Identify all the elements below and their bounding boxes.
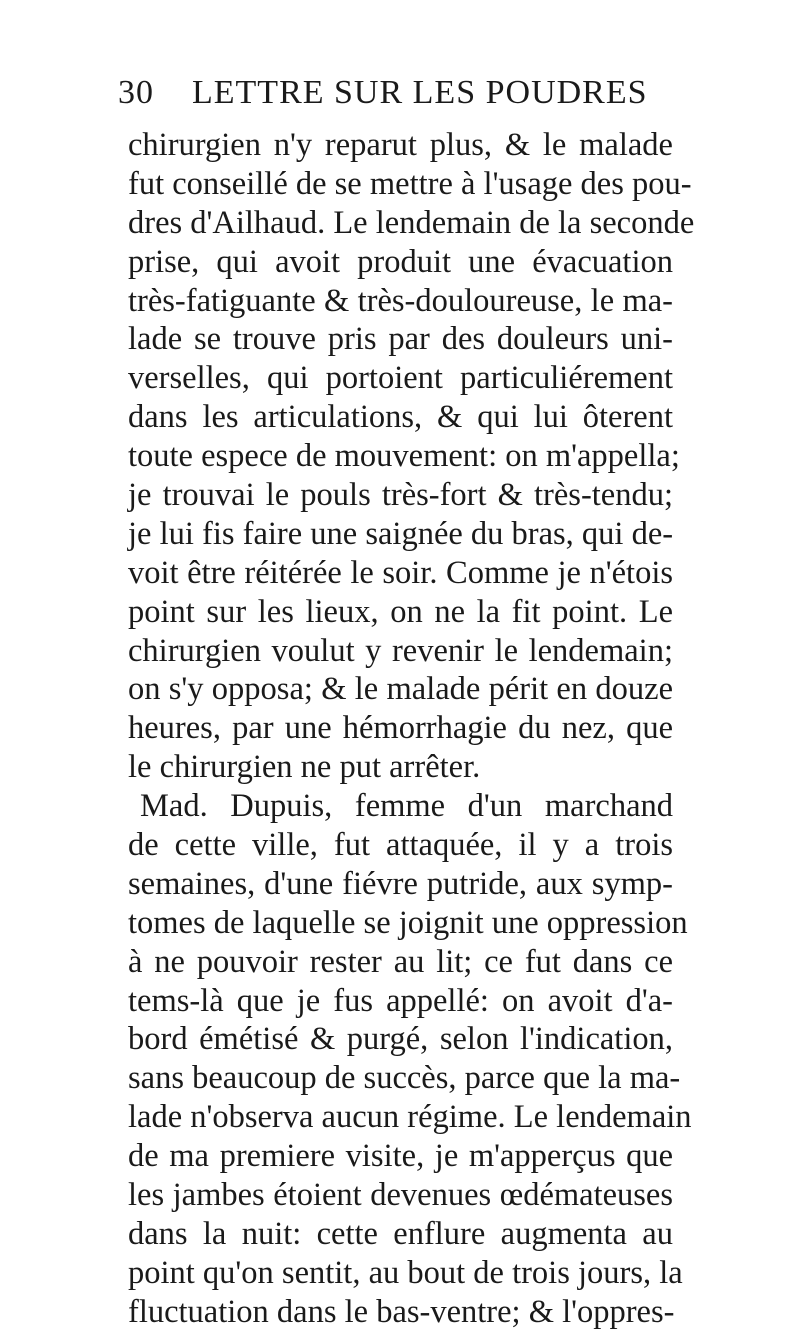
text-line: je lui fis faire une saignée du bras, qui de- — [128, 515, 674, 552]
text-line: je trouvai le pouls très-fort & très-tendu; — [128, 477, 673, 514]
text-line: tomes de laquelle se joignit une oppression — [128, 904, 688, 941]
text-line: verselles, qui portoient particuliérement — [128, 360, 673, 397]
text-line: le chirurgien ne put arrêter. — [128, 749, 481, 786]
running-head — [118, 74, 678, 118]
text-line: bord émétisé & purgé, selon l'indication, — [128, 1021, 673, 1058]
text-line: point sur les lieux, on ne la fit point. Le — [128, 593, 673, 630]
text-line: très-fatiguante & très-douloureuse, le ma- — [128, 282, 673, 319]
body-text — [128, 126, 695, 1332]
text-line: chirurgien voulut y revenir le lendemain; — [128, 632, 673, 669]
text-line: tems-là que je fus appellé: on avoit d'a- — [128, 982, 673, 1019]
running-title: LETTRE SUR LES POUDRES — [192, 74, 648, 111]
text-line: dans la nuit: cette enflure augmenta au — [128, 1215, 673, 1252]
text-line: dans les articulations, & qui lui ôterent — [128, 399, 673, 436]
text-line: toute espece de mouvement: on m'appella; — [128, 438, 680, 475]
text-line: sans beaucoup de succès, parce que la ma- — [128, 1060, 681, 1097]
text-line: point qu'on sentit, au bout de trois jours, la — [128, 1254, 683, 1291]
text-line: prise, qui avoit produit une évacuation — [128, 243, 673, 280]
text-line: de cette ville, fut attaquée, il y a trois — [128, 827, 673, 864]
text-line: lade n'observa aucun régime. Le lendemain — [128, 1099, 692, 1136]
page-number: 30 — [118, 74, 154, 111]
text-line: de ma premiere visite, je m'apperçus que — [128, 1138, 673, 1175]
text-line: fluctuation dans le bas-ventre; & l'oppres- — [128, 1293, 675, 1330]
text-line: heures, par une hémorrhagie du nez, que — [128, 710, 673, 747]
text-line: à ne pouvoir rester au lit; ce fut dans ce — [128, 943, 673, 980]
text-line: lade se trouve pris par des douleurs uni- — [128, 321, 673, 358]
text-line: semaines, d'une fiévre putride, aux symp- — [128, 865, 673, 902]
text-line: dres d'Ailhaud. Le lendemain de la seconde — [128, 204, 695, 241]
text-line-paragraph-start: Mad. Dupuis, femme d'un marchand — [140, 788, 673, 825]
text-line: les jambes étoient devenues œdémateuses — [128, 1177, 673, 1214]
text-line: voit être réitérée le soir. Comme je n'étois — [128, 554, 673, 591]
text-line: fut conseillé de se mettre à l'usage des pou- — [128, 165, 692, 202]
text-line: chirurgien n'y reparut plus, & le malade — [128, 127, 673, 163]
text-line: on s'y opposa; & le malade périt en douze — [128, 671, 673, 708]
